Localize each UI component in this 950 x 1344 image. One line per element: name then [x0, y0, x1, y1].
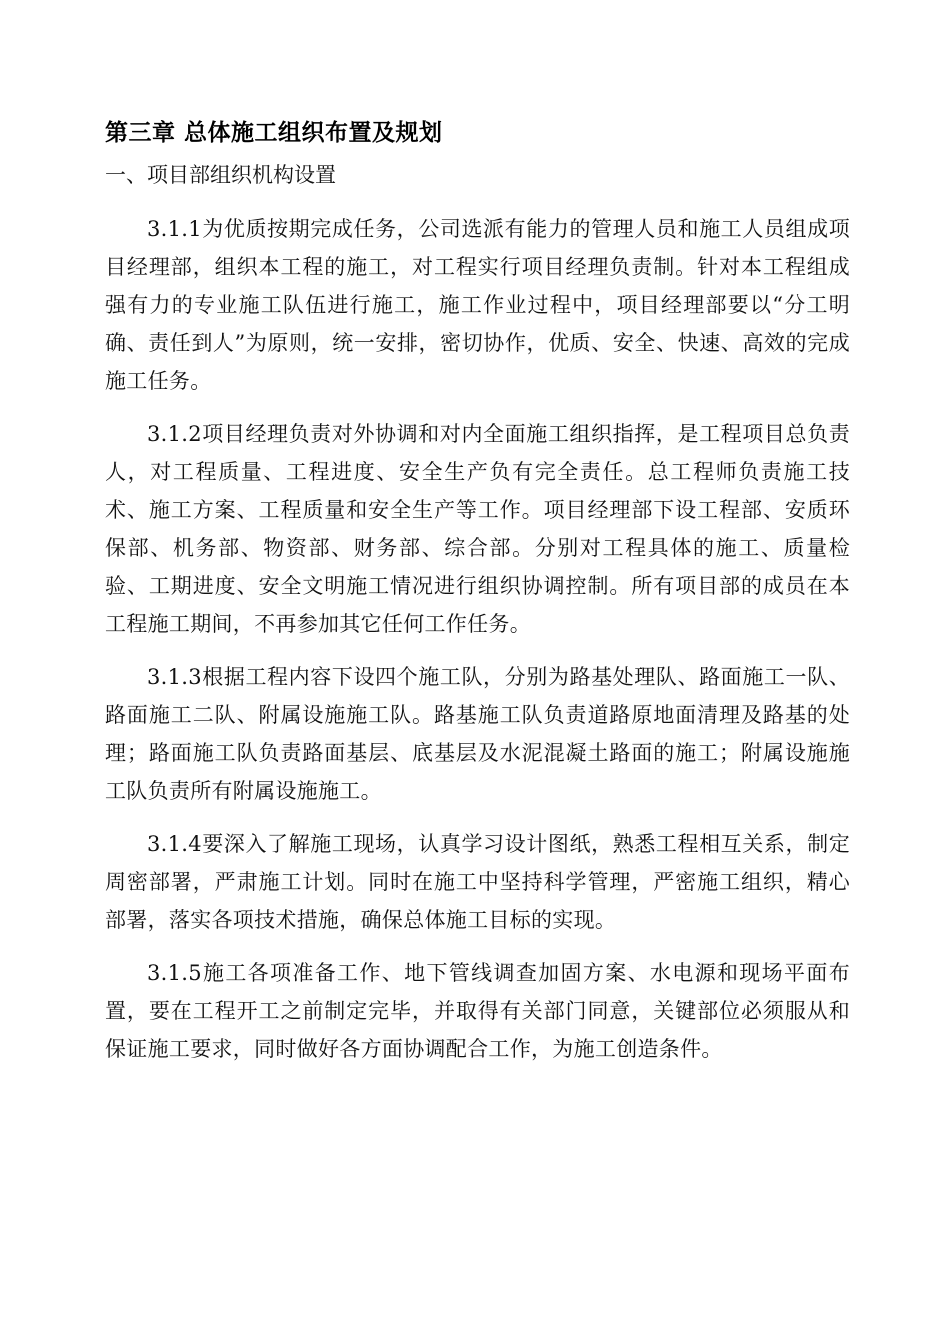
- body-text: [105, 210, 850, 1083]
- paragraph-3-1-3: 3.1.3根据工程内容下设四个施工队，分别为路基处理队、路面施工一队、路面施工二队、附属设施施工队。路基施工队负责道路原地面清理及路基的处理；路面施工队负责路面基层、底基层及水泥混凝土路面的施工；附属设施施工队负责所有附属设施施工。: [105, 665, 850, 803]
- section-heading: 一、项目部组织机构设置: [105, 163, 336, 187]
- paragraph-3-1-1: 3.1.1为优质按期完成任务，公司选派有能力的管理人员和施工人员组成项目经理部，组织本工程的施工，对工程实行项目经理负责制。针对本工程组成强有力的专业施工队伍进行施工，施工作业过程中，项目经理部要以“分工明确、责任到人”为原则，统一安排，密切协作，优质、安全、快速、高效的完成施工任务。: [105, 217, 850, 393]
- chapter-title: 第三章 总体施工组织布置及规划: [105, 120, 443, 146]
- paragraph-3-1-4: 3.1.4要深入了解施工现场，认真学习设计图纸，熟悉工程相互关系，制定周密部署，严肃施工计划。同时在施工中坚持科学管理，严密施工组织，精心部署，落实各项技术措施，确保总体施工目标的实现。: [105, 832, 850, 932]
- paragraph-3-1-2: 3.1.2项目经理负责对外协调和对内全面施工组织指挥，是工程项目总负责人，对工程质量、工程进度、安全生产负有完全责任。总工程师负责施工技术、施工方案、工程质量和安全生产等工作。项目经理部下设工程部、安质环保部、机务部、物资部、财务部、综合部。分别对工程具体的施工、质量检验、工期进度、安全文明施工情况进行组织协调控制。所有项目部的成员在本工程施工期间，不再参加其它任何工作任务。: [105, 422, 850, 636]
- paragraph-3-1-5: 3.1.5施工各项准备工作、地下管线调查加固方案、水电源和现场平面布置，要在工程开工之前制定完毕，并取得有关部门同意，关键部位必须服从和保证施工要求，同时做好各方面协调配合工作，为施工创造条件。: [105, 961, 850, 1061]
